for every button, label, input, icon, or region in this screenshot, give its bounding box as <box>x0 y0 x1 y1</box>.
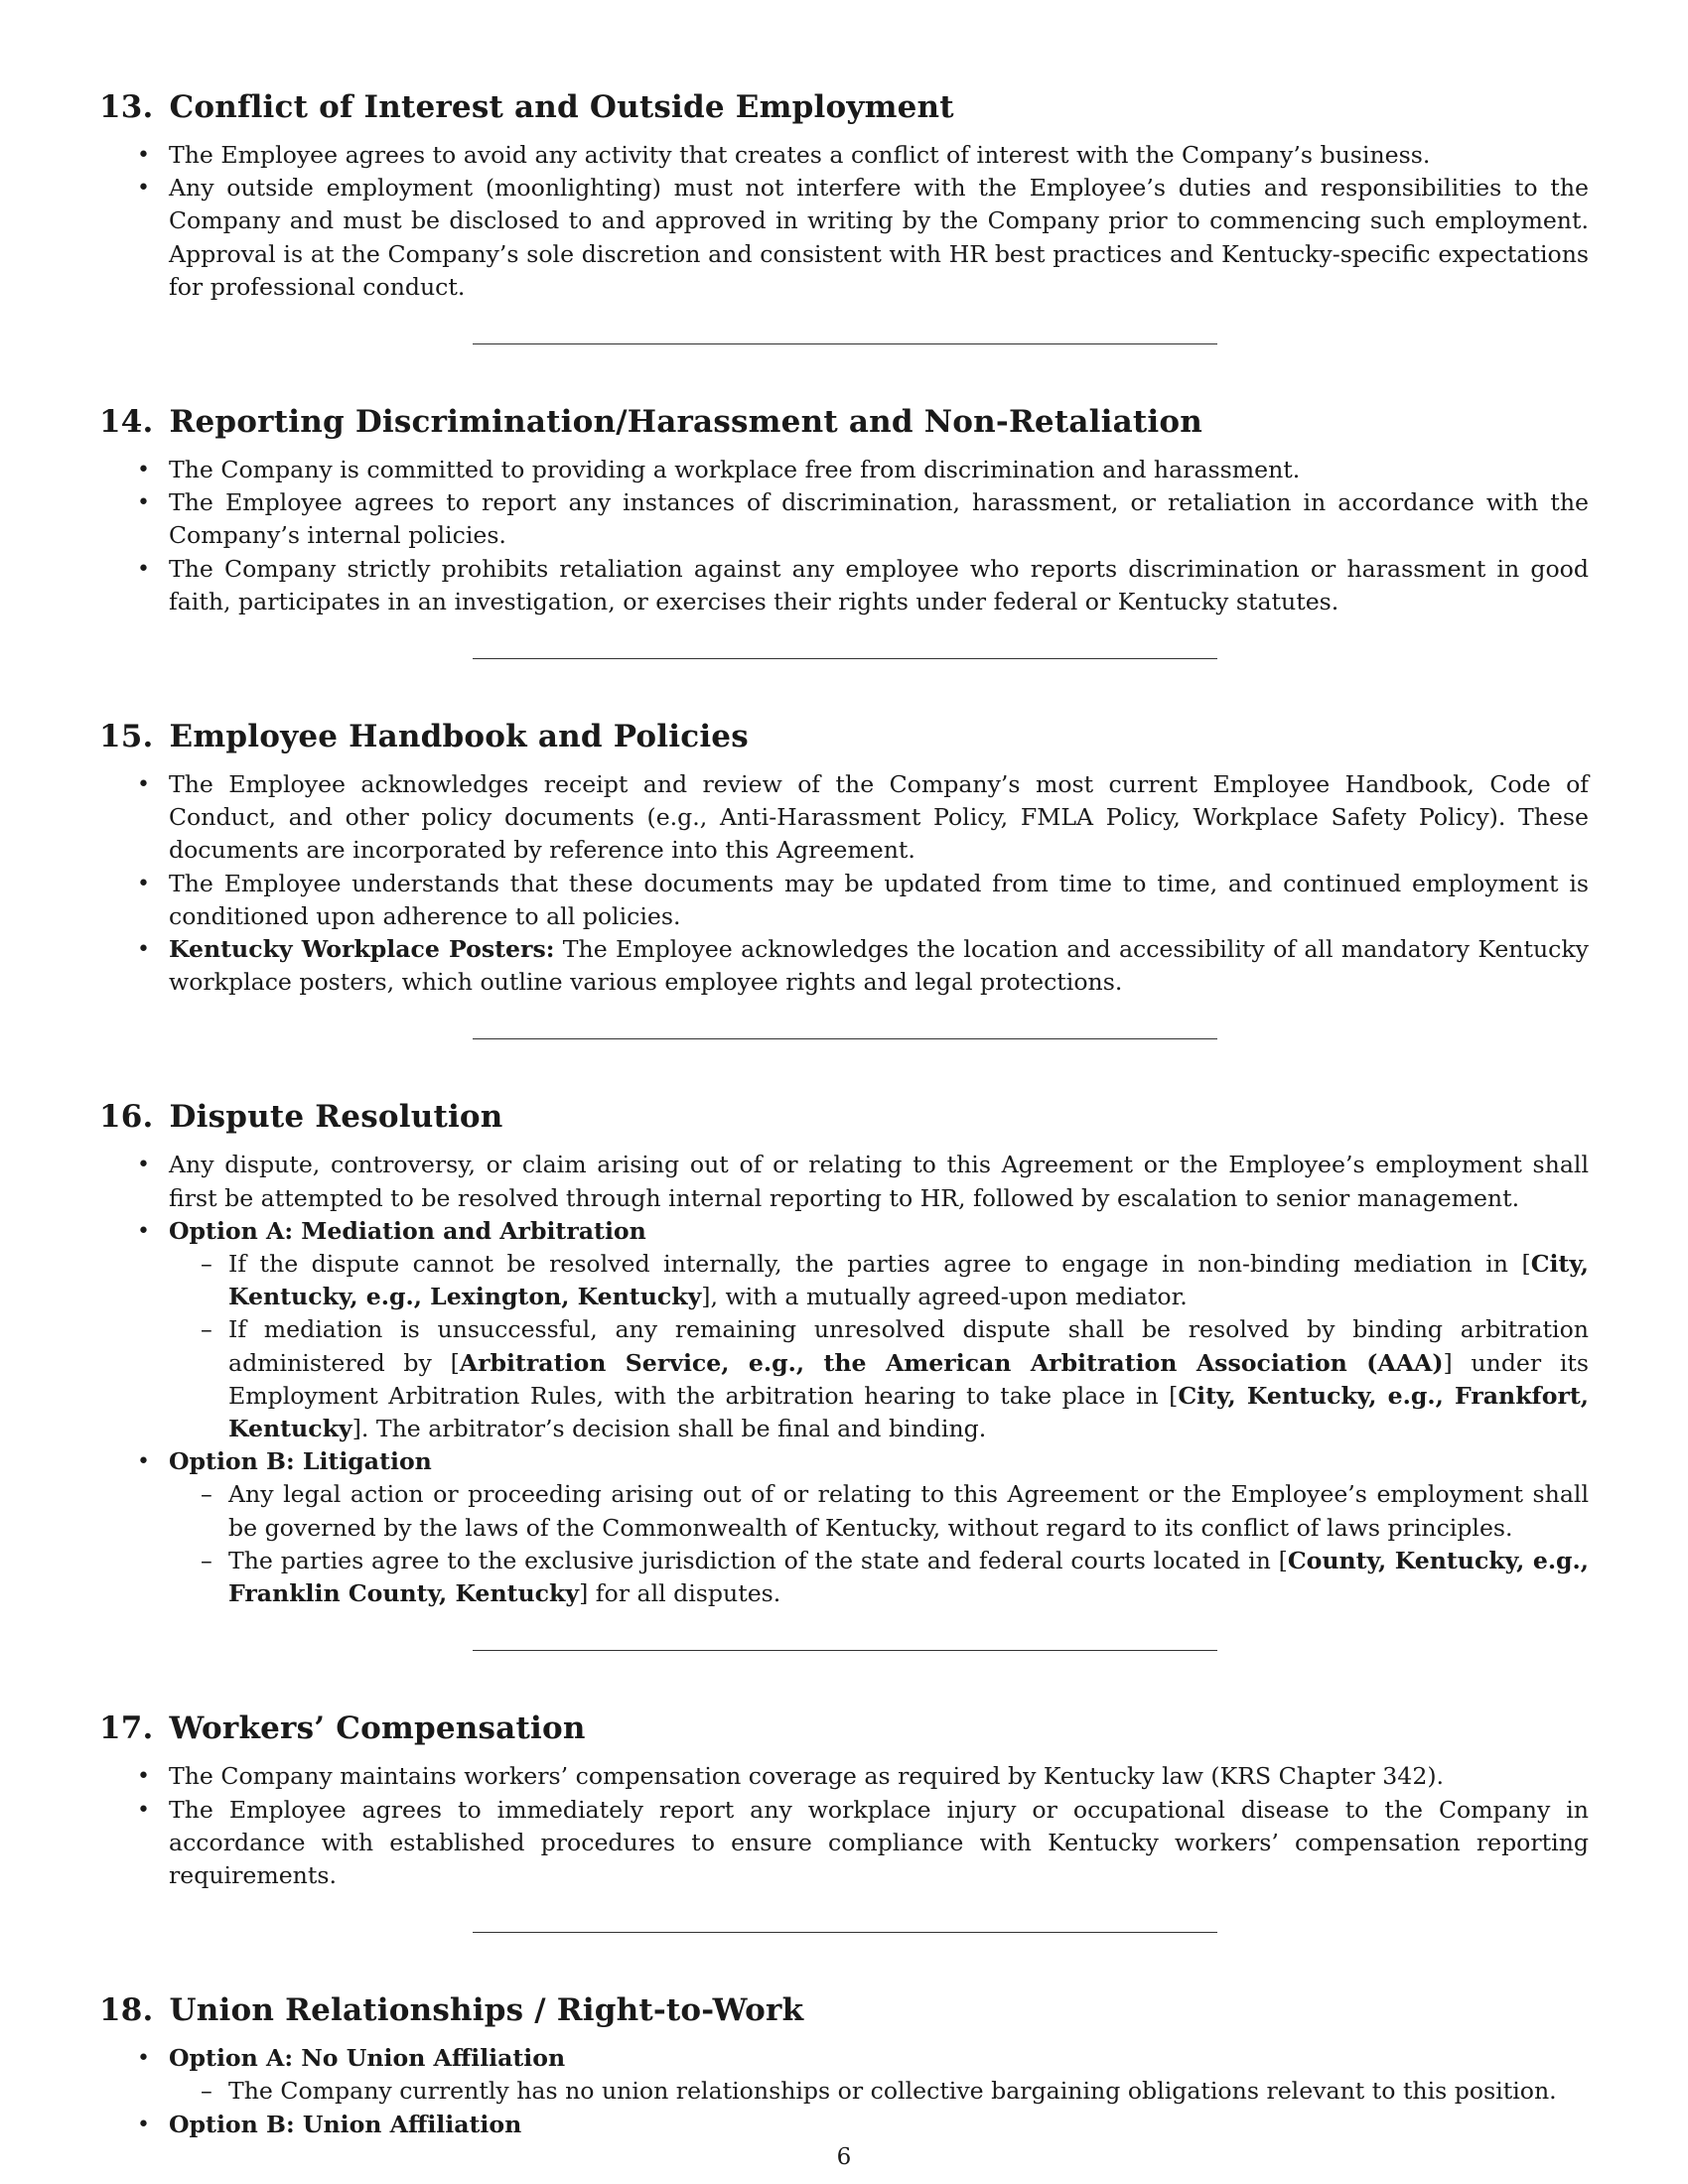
section-title: Reporting Discrimination/Harassment and Non-Retaliation <box>169 404 1202 441</box>
section-divider <box>473 1932 1217 1933</box>
list-item: • The Employee acknowledges receipt and review of the Company’s most current Employee Handbook, Code of Conduct, and other policy documents (e.g., Anti-Harassment Policy, FMLA Policy, Workplace Safety Policy). These documents are incorporated by reference into this Agreement. <box>99 768 1589 868</box>
page-number: 6 <box>836 2144 852 2170</box>
list-item: • The Company maintains workers’ compensation coverage as required by Kentucky law (KRS Chapter 342). <box>99 1760 1589 1793</box>
option-a-item <box>99 1215 1589 1445</box>
sub-list <box>169 1248 1589 1445</box>
section-divider <box>473 658 1217 659</box>
text-run: ]. The arbitrator’s decision shall be final and binding. <box>352 1415 987 1443</box>
placeholder-text: City, Kentucky, e.g., Lexington, Kentucky <box>228 1250 1589 1311</box>
option-b-label: Option B: Litigation <box>169 1447 432 1476</box>
list-item: • The Employee agrees to avoid any activity that creates a conflict of interest with the Company’s business. <box>99 139 1589 172</box>
section-17 <box>99 1708 1589 1933</box>
section-title: Employee Handbook and Policies <box>169 719 749 755</box>
bullet-list <box>99 139 1589 304</box>
sub-list-item: – Any legal action or proceeding arising out of or relating to this Agreement or the Employee’s employment shall be governed by the laws of the Commonwealth of Kentucky, without regard to its conflict of laws principles. <box>169 1478 1589 1544</box>
option-b-item <box>99 2109 1589 2141</box>
section-number: 18. <box>99 1992 154 2029</box>
list-item: • The Employee understands that these documents may be updated from time to time, and continued employment is conditioned upon adherence to all policies. <box>99 868 1589 933</box>
section-heading <box>99 1708 1589 1748</box>
text-run: If mediation is unsuccessful, any remaining unresolved dispute shall be resolved by binding arbitration administered by [ <box>228 1315 1589 1377</box>
sub-list-item <box>169 1313 1589 1445</box>
bullet-list <box>99 1149 1589 1610</box>
list-item: • The Company is committed to providing a workplace free from discrimination and harassment. <box>99 454 1589 486</box>
posters-label: Kentucky Workplace Posters: <box>169 935 555 964</box>
option-a-label: Option A: Mediation and Arbitration <box>169 1216 646 1245</box>
section-divider <box>473 343 1217 344</box>
section-18 <box>99 1990 1589 2141</box>
sub-list <box>169 2075 1589 2108</box>
section-title: Workers’ Compensation <box>169 1710 586 1747</box>
section-13 <box>99 87 1589 344</box>
list-item: • Any outside employment (moonlighting) must not interfere with the Employee’s duties and responsibilities to the Company and must be disclosed to and approved in writing by the Company prior to commencing such employment. Approval is at the Company’s sole discretion and consistent with HR best practices and Kentucky-specific expectations for professional conduct. <box>99 172 1589 304</box>
bullet-list <box>99 768 1589 999</box>
section-heading <box>99 1990 1589 2030</box>
list-item: • Any dispute, controversy, or claim arising out of or relating to this Agreement or the Employee’s employment shall first be attempted to be resolved through internal reporting to HR, followed by escalation to senior management. <box>99 1149 1589 1214</box>
text-run: If the dispute cannot be resolved internally, the parties agree to engage in non-binding mediation in [ <box>228 1250 1531 1279</box>
section-heading <box>99 402 1589 442</box>
option-b-label: Option B: Union Affiliation <box>169 2110 522 2138</box>
sub-list-item: – The Company currently has no union relationships or collective bargaining obligations relevant to this position. <box>169 2075 1589 2108</box>
list-item: • The Employee agrees to immediately report any workplace injury or occupational disease to the Company in accordance with established procedures to ensure compliance with Kentucky workers’ compensation reporting requirements. <box>99 1794 1589 1893</box>
bullet-list <box>99 2042 1589 2141</box>
section-number: 15. <box>99 719 154 755</box>
bullet-list <box>99 1760 1589 1892</box>
section-number: 14. <box>99 404 154 441</box>
sub-list <box>169 1478 1589 1610</box>
section-16 <box>99 1097 1589 1651</box>
list-item: • The Company strictly prohibits retaliation against any employee who reports discrimination or harassment in good faith, participates in an investigation, or exercises their rights under federal or Kentucky statutes. <box>99 553 1589 618</box>
section-title: Dispute Resolution <box>169 1099 503 1136</box>
section-title: Conflict of Interest and Outside Employment <box>169 89 954 125</box>
list-item <box>99 933 1589 999</box>
bullet-list <box>99 454 1589 618</box>
section-divider <box>473 1038 1217 1039</box>
list-item: • The Employee agrees to report any instances of discrimination, harassment, or retaliation in accordance with the Company’s internal policies. <box>99 486 1589 552</box>
section-number: 13. <box>99 89 154 125</box>
option-a-item <box>99 2042 1589 2108</box>
placeholder-text: County, Kentucky, e.g., Franklin County, Kentucky <box>228 1546 1589 1608</box>
section-divider <box>473 1650 1217 1651</box>
document-page <box>99 87 1589 2141</box>
section-number: 16. <box>99 1099 154 1136</box>
section-15 <box>99 717 1589 1039</box>
section-number: 17. <box>99 1710 154 1747</box>
section-heading <box>99 1097 1589 1137</box>
placeholder-text: City, Kentucky, e.g., Frankfort, Kentucky <box>228 1381 1589 1443</box>
option-a-label: Option A: No Union Affiliation <box>169 2044 566 2073</box>
text-run: ] for all disputes. <box>579 1579 781 1608</box>
option-b-item <box>99 1445 1589 1610</box>
text-run: The parties agree to the exclusive jurisdiction of the state and federal courts located in [ <box>228 1546 1288 1574</box>
placeholder-text: Arbitration Service, e.g., the American Arbitration Association (AAA) <box>459 1348 1444 1377</box>
section-heading <box>99 717 1589 756</box>
section-title: Union Relationships / Right-to-Work <box>169 1992 804 2029</box>
sub-list-item <box>169 1545 1589 1610</box>
posters-text: The Employee acknowledges the location and accessibility of all mandatory Kentucky workplace posters, which outline various employee rights and legal protections. <box>169 935 1589 997</box>
text-run: ], with a mutually agreed-upon mediator. <box>701 1283 1188 1311</box>
sub-list-item <box>169 1248 1589 1313</box>
section-14 <box>99 402 1589 659</box>
text-run: ] under its Employment Arbitration Rules, with the arbitration hearing to take place in [ <box>228 1348 1589 1410</box>
section-heading <box>99 87 1589 127</box>
